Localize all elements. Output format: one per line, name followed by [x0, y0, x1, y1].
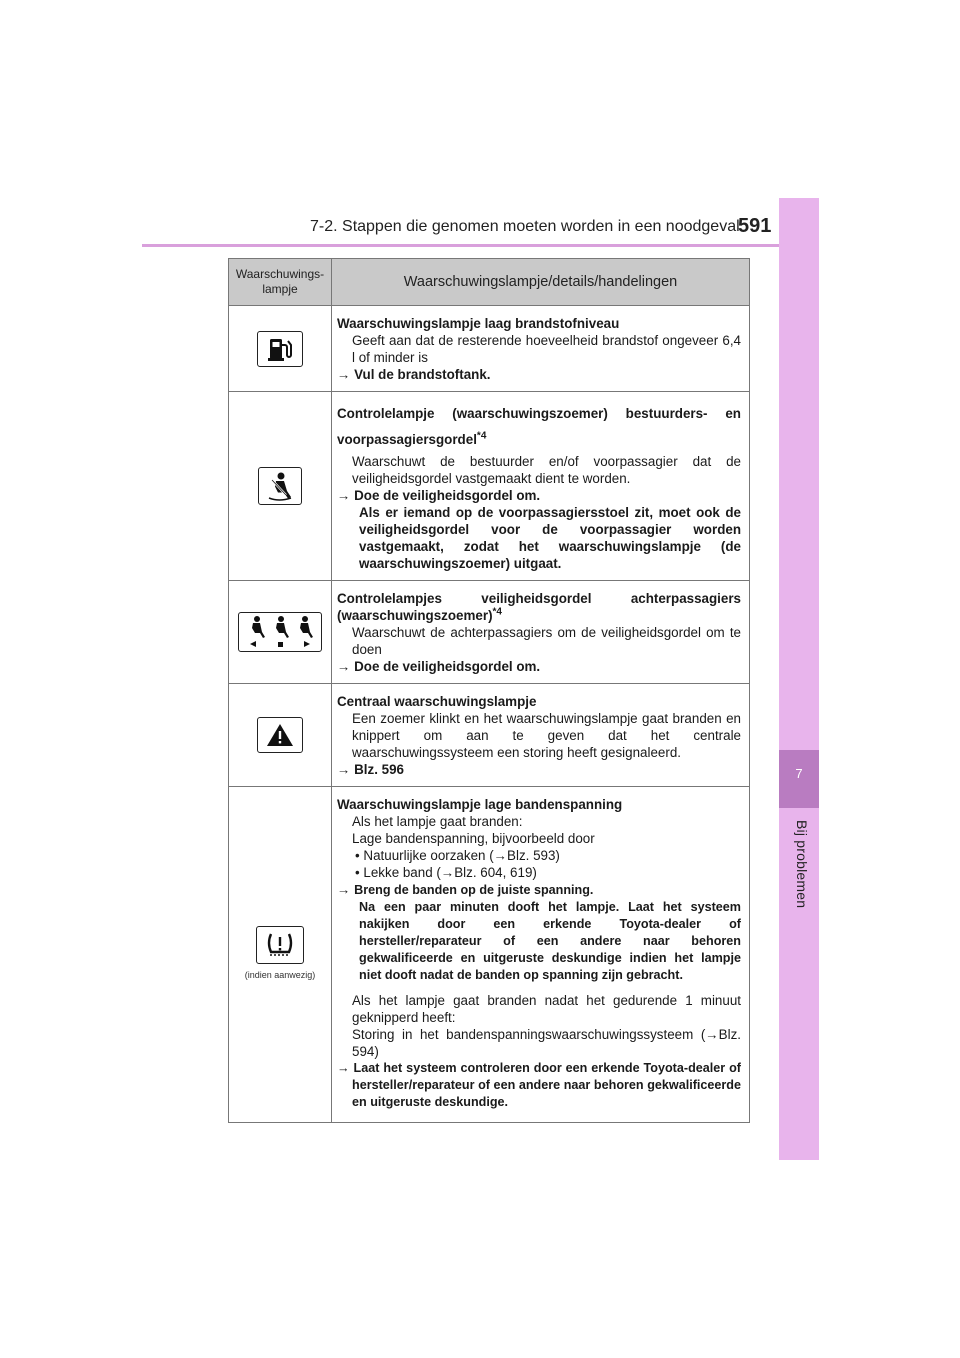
arrow-glyph: → — [337, 488, 351, 503]
title-text: Controlelampje (waarschuwingszoemer) bestuurders- en voorpassagiersgordel — [337, 406, 741, 447]
row-title — [337, 590, 741, 624]
table-row-master-warning — [229, 684, 750, 787]
row-action — [337, 761, 741, 778]
header-divider — [142, 244, 818, 247]
footnote-marker: *4 — [476, 430, 487, 442]
description-cell — [332, 392, 750, 581]
action-text: Laat het systeem controleren door een erkende Toyota-dealer of hersteller/reparateur of een andere naar behoren gekwalificeerde en uitgeruste deskundige. — [352, 1061, 741, 1109]
chapter-title: Bij problemen — [794, 820, 810, 909]
action-text: Doe de veiligheidsgordel om. — [354, 659, 541, 674]
row-action — [337, 1060, 741, 1111]
icon-cell — [229, 684, 332, 787]
row-action — [337, 658, 741, 675]
icon-cell — [229, 392, 332, 581]
row-title: Waarschuwingslampje lage bandenspanning — [337, 797, 623, 812]
row-description: Waarschuwt de achterpassagiers om de veiligheidsgordel om te doen — [352, 625, 741, 657]
arrow-glyph: → — [337, 762, 351, 777]
table-row-seatbelt-front — [229, 392, 750, 581]
description-cell — [332, 306, 750, 392]
row-action-detail: Na een paar minuten dooft het lampje. Laat het systeem nakijken door een erkende Toyota-dealer of hersteller/reparateur of een andere naar behoren gekwalificeerde en uitgeruste deskundige indien het lampje niet dooft nadat de banden op spanning zijn gebracht. — [359, 900, 741, 982]
action-text: Vul de brandstoftank. — [354, 367, 491, 382]
list-item: • Lekke band (→Blz. 604, 619) — [355, 865, 537, 880]
row-title: Waarschuwingslampje laag brandstofniveau — [337, 316, 620, 331]
arrow-glyph: → — [337, 367, 351, 382]
action-text: Breng de banden op de juiste spanning. — [354, 883, 594, 897]
table-header-row — [229, 259, 750, 306]
warning-lights-table — [228, 258, 750, 1123]
list-item: • Natuurlijke oorzaken (→Blz. 593) — [355, 848, 560, 863]
cause-text: Lage bandenspanning, bijvoorbeeld door — [352, 831, 595, 846]
row-title: Centraal waarschuwingslampje — [337, 694, 537, 709]
table-row-seatbelt-rear — [229, 581, 750, 684]
warning-triangle-icon — [257, 717, 303, 753]
icon-cell — [229, 581, 332, 684]
condition-text: Als het lampje gaat branden: — [352, 814, 523, 829]
arrow-glyph: → — [337, 882, 351, 897]
fuel-pump-icon — [257, 331, 303, 367]
chapter-number: 7 — [779, 750, 819, 808]
description-cell — [332, 787, 750, 1123]
action-text: Blz. 596 — [354, 762, 404, 777]
description-cell — [332, 684, 750, 787]
row-action — [337, 366, 741, 383]
row-description: Geeft aan dat de resterende hoeveelheid brandstof ongeveer 6,4 l of minder is — [352, 333, 741, 365]
row-description: Waarschuwt de bestuurder en/of voorpassagier dat de veiligheidsgordel vastgemaakt dient te worden. — [352, 454, 741, 486]
chapter-side-tab — [779, 198, 819, 1160]
availability-note: (indien aanwezig) — [244, 969, 316, 980]
column-header-description: Waarschuwingslampje/details/handelingen — [332, 259, 750, 306]
rear-seatbelt-icon — [238, 612, 322, 652]
row-action — [337, 881, 741, 899]
description-cell — [332, 581, 750, 684]
cause-text: Storing in het bandenspanningswaarschuwingssysteem (→Blz. 594) — [352, 1027, 741, 1059]
condition-text: Als het lampje gaat branden nadat het gedurende 1 minuut geknipperd heeft: — [352, 993, 741, 1025]
section-header: 7-2. Stappen die genomen moeten worden in een noodgeval — [310, 218, 740, 235]
arrow-glyph: → — [337, 1061, 350, 1075]
action-text: Doe de veiligheidsgordel om. — [354, 488, 541, 503]
seatbelt-icon — [258, 467, 302, 505]
icon-cell — [229, 787, 332, 1123]
row-action-detail: Als er iemand op de voorpassagiersstoel zit, moet ook de veiligheidsgordel voor de voorpassagier worden vastgemaakt, zodat het waarschuwingslampje (de waarschuwingszoemer) uitgaat. — [359, 505, 741, 571]
tire-pressure-icon — [256, 926, 304, 964]
title-text: Controlelampjes veiligheidsgordel achterpassagiers (waarschuwingszoemer) — [337, 591, 741, 623]
column-header-lamp: Waarschuwings-lampje — [229, 259, 332, 306]
table-row-tire-pressure — [229, 787, 750, 1123]
spacer — [337, 984, 741, 992]
arrow-glyph: → — [337, 659, 351, 674]
row-title — [337, 401, 741, 453]
table-row-fuel — [229, 306, 750, 392]
page-number: 591 — [738, 215, 772, 237]
icon-cell — [229, 306, 332, 392]
footnote-marker: *4 — [492, 606, 502, 618]
row-description: Een zoemer klinkt en het waarschuwingslampje gaat branden en knippert om aan te geven dat het centrale waarschuwingssysteem een storing heeft gesignaleerd. — [352, 711, 741, 760]
row-action — [337, 487, 741, 504]
